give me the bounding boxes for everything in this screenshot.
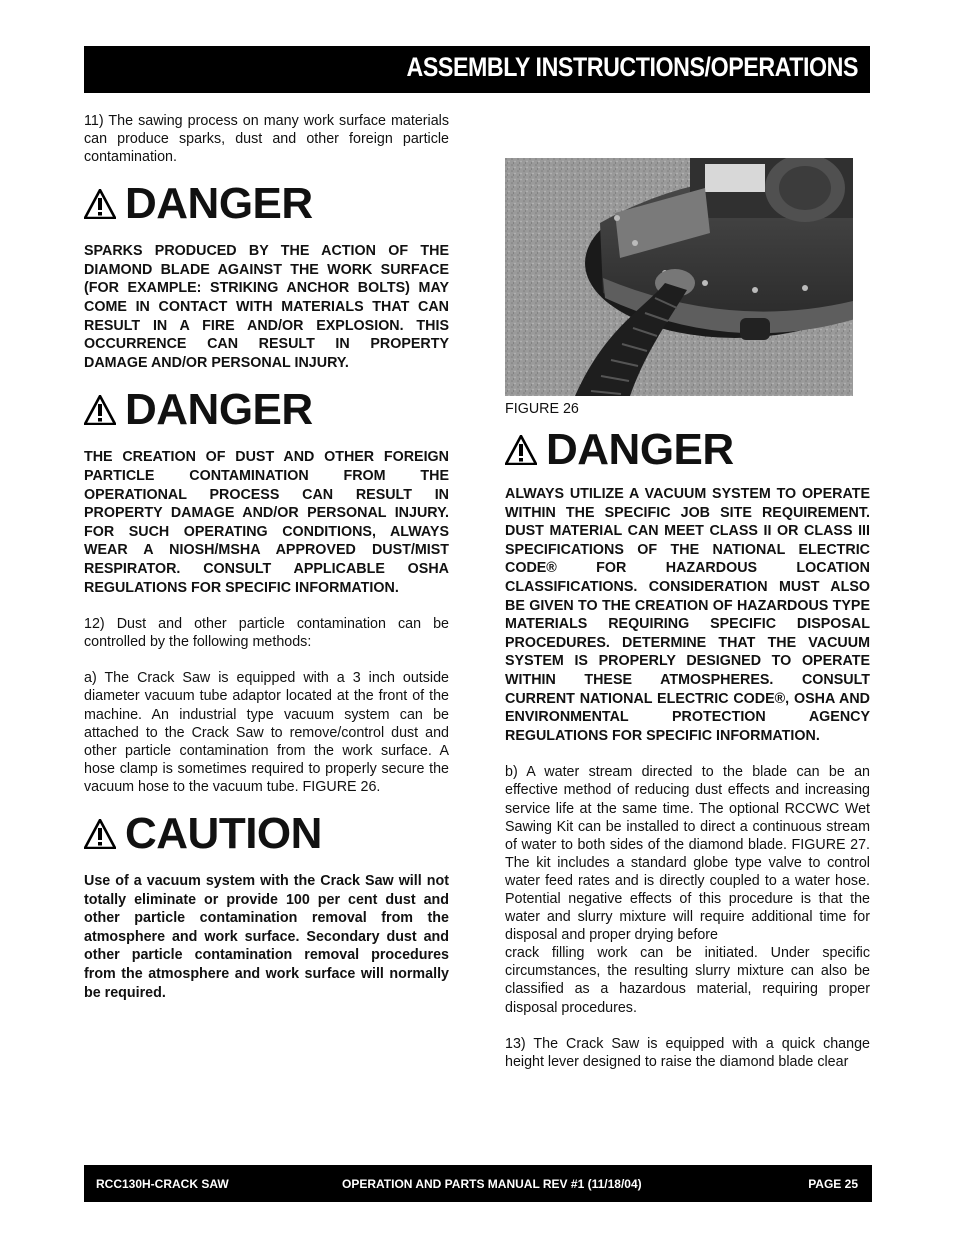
section-header-bar (84, 46, 870, 93)
caution-label: CAUTION (125, 809, 322, 859)
paragraph-12b-continued: crack filling work can be initiated. Under specific circumstances, the resulting slurry mixture can also be classified as a hazardous material, requiring proper disposal procedures. (505, 945, 870, 1016)
warning-triangle-icon (505, 435, 537, 465)
caution-text: Use of a vacuum system with the Crack Saw will not totally eliminate or provide 100 per cent dust and other particle contamination removal from the atmosphere and work surface. Secondary dust and other particle contamination removal procedures from the atmosphere and work surface will normally be required. (84, 873, 449, 1001)
paragraph-12a: a) The Crack Saw is equipped with a 3 inch outside diameter vacuum tube adaptor located at the front of the machine. An industrial type vacuum system can be attached to the Crack Saw to remove/control dust and other particle contamination from the work surface. A hose clamp is sometimes required to properly secure the vacuum hose to the vacuum tube. FIGURE 26. (84, 670, 449, 795)
danger-heading-2 (84, 384, 449, 436)
page-footer (84, 1165, 872, 1202)
caution-heading (84, 808, 449, 860)
danger-label-3: DANGER (546, 425, 734, 474)
figure-26-photo (505, 158, 853, 396)
danger-text-3: ALWAYS UTILIZE A VACUUM SYSTEM TO OPERATE WITHIN THE SPECIFIC JOB SITE REQUIREMENT. DUST MATERIAL CAN MEET CLASS II OR CLASS III SPECIFICATIONS OF THE NATIONAL ELECTRIC CODE® FOR HAZARDOUS LOCATION CLASSIFICATIONS. CONSIDERATION MUST ALSO BE GIVEN TO THE CREATION OF HAZARDOUS TYPE MATERIALS REQUIRING SPECIFIC DISPOSAL PROCEDURES. DETERMINE THAT THE VACUUM SYSTEM IS PROPERLY DESIGNED TO OPERATE WITHIN THESE ATMOSPHERES. CONSULT CURRENT NATIONAL ELECTRIC CODE®, OSHA AND ENVIRONMENTAL PROTECTION AGENCY REGULATIONS FOR SPECIFIC INFORMATION. (505, 486, 870, 744)
warning-triangle-icon (84, 819, 116, 849)
right-column (505, 158, 870, 1071)
danger-heading-1 (84, 178, 449, 230)
danger-heading-3 (505, 424, 870, 476)
footer-model: RCC130H-CRACK SAW (96, 1177, 229, 1191)
warning-triangle-icon (84, 395, 116, 425)
danger-text-1: SPARKS PRODUCED BY THE ACTION OF THE DIAMOND BLADE AGAINST THE WORK SURFACE (FOR EXAMPLE: STRIKING ANCHOR BOLTS) MAY COME IN CONTACT WITH MATERIALS THAT CAN RESULT IN A FIRE AND/OR EXPLOSION. THIS OCCURRENCE CAN RESULT IN PROPERTY DAMAGE AND/OR PERSONAL INJURY. (84, 243, 449, 371)
left-column (84, 112, 449, 1002)
footer-manual-title: OPERATION AND PARTS MANUAL REV #1 (11/18/04) (342, 1177, 642, 1191)
paragraph-12: 12) Dust and other particle contamination can be controlled by the following methods: (84, 616, 449, 651)
footer-page-number: PAGE 25 (808, 1177, 858, 1191)
paragraph-12b: b) A water stream directed to the blade can be an effective method of reducing dust effects and increasing service life at the same time. The optional RCCWC Wet Sawing Kit can be installed to direct a continuous stream of water to both sides of the diamond blade. FIGURE 27. The kit includes a standard globe type valve to control water feed rates and is directly coupled to a water hose. Potential negative effects of this procedure is that the water and slurry mixture will require additional time for disposal and proper drying before (505, 764, 870, 944)
figure-caption: FIGURE 26 (505, 401, 579, 417)
paragraph-13: 13) The Crack Saw is equipped with a quick change height lever designed to raise the diamond blade clear (505, 1035, 870, 1070)
danger-text-2: THE CREATION OF DUST AND OTHER FOREIGN PARTICLE CONTAMINATION FROM THE OPERATIONAL PROCESS CAN RESULT IN PROPERTY DAMAGE AND/OR PERSONAL INJURY. FOR SUCH OPERATING CONDITIONS, ALWAYS WEAR A NIOSH/MSHA APPROVED DUST/MIST RESPIRATOR. CONSULT APPLICABLE OSHA REGULATIONS FOR SPECIFIC INFORMATION. (84, 449, 449, 596)
danger-label-1: DANGER (125, 179, 313, 229)
section-title: ASSEMBLY INSTRUCTIONS/OPERATIONS (406, 52, 858, 82)
paragraph-11: 11) The sawing process on many work surface materials can produce sparks, dust and other foreign particle contamination. (84, 113, 449, 166)
warning-triangle-icon (84, 189, 116, 219)
danger-label-2: DANGER (125, 385, 313, 435)
